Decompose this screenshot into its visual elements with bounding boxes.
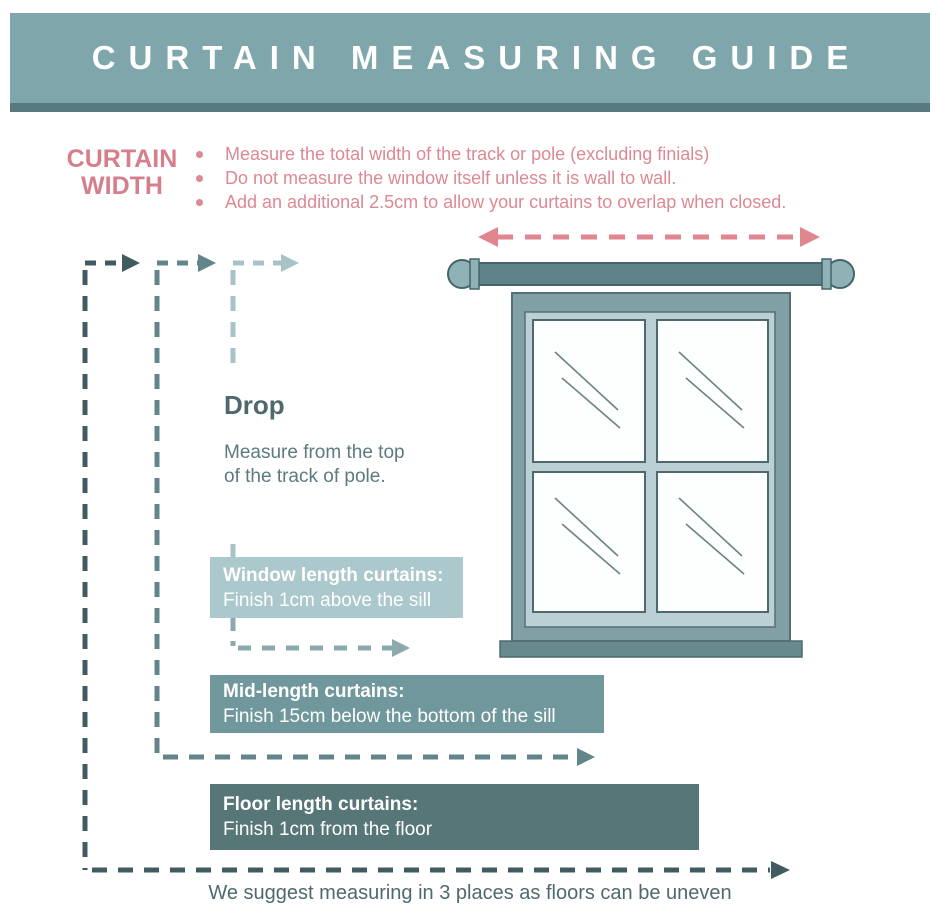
drop-description <box>224 441 405 489</box>
curtain-width-label-line1: CURTAIN <box>66 145 178 173</box>
window-pane <box>533 320 645 462</box>
floor-length-title: Floor length curtains: <box>223 794 419 815</box>
arrowhead-right-icon <box>800 227 820 247</box>
arrowhead-left-icon <box>478 227 498 247</box>
page-title: CURTAIN MEASURING GUIDE <box>91 39 862 76</box>
width-measure-arrow <box>478 227 820 247</box>
window-pane <box>657 472 768 612</box>
window-pane <box>657 320 768 462</box>
bullet-text: Do not measure the window itself unless it is wall to wall. <box>225 168 677 188</box>
window-length-detail: Finish 1cm above the sill <box>223 589 432 611</box>
floor-length-detail: Finish 1cm from the floor <box>223 819 433 840</box>
drop-description-line2: of the track of pole. <box>224 466 386 487</box>
pole-bar <box>478 263 824 285</box>
footer-note: We suggest measuring in 3 places as floors can be uneven <box>208 882 732 904</box>
window-length-title: Window length curtains: <box>223 564 444 586</box>
drop-description-line1: Measure from the top <box>224 442 405 463</box>
window-pane <box>533 472 645 612</box>
window-sill <box>500 641 802 657</box>
curtain-pole-illustration <box>448 259 854 289</box>
pole-collar-left <box>470 259 479 289</box>
pole-collar-right <box>822 259 831 289</box>
drop-heading: Drop <box>224 390 285 420</box>
bullet-text: Measure the total width of the track or pole (excluding finials) <box>225 144 710 164</box>
curtain-width-label-line2: WIDTH <box>81 172 163 200</box>
window-illustration <box>500 293 802 657</box>
arrowhead-icon <box>198 254 216 272</box>
drop-section <box>224 390 405 489</box>
mid-length-title: Mid-length curtains: <box>223 681 405 702</box>
arrowhead-icon <box>281 254 299 272</box>
arrowhead-icon <box>392 639 410 657</box>
floor-length-box <box>210 784 699 850</box>
mid-length-box <box>210 675 604 733</box>
mid-length-detail: Finish 15cm below the bottom of the sill <box>223 706 556 727</box>
arrowhead-icon <box>771 861 790 879</box>
arrowhead-icon <box>122 254 140 272</box>
arrowhead-icon <box>577 748 595 766</box>
bullet-text: Add an additional 2.5cm to allow your curtains to overlap when closed. <box>225 192 787 212</box>
window-length-box <box>210 557 463 618</box>
